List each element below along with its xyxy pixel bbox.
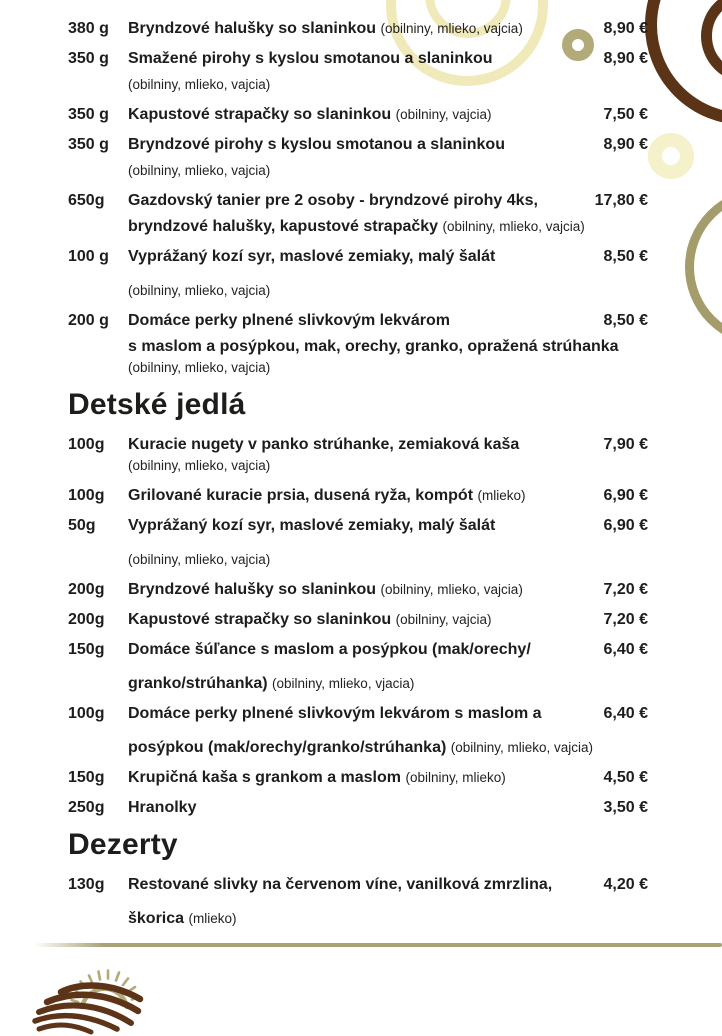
menu-item xyxy=(68,515,648,570)
item-line xyxy=(128,280,570,301)
allergen-note: (obilniny, mlieko, vajcia) xyxy=(450,740,594,755)
item-price: 7,90 € xyxy=(603,436,648,453)
item-text xyxy=(128,434,570,476)
item-text xyxy=(128,703,594,758)
allergen-note: (obilniny, mlieko, vjacia) xyxy=(272,676,415,691)
item-line xyxy=(128,609,570,630)
item-price: 3,50 € xyxy=(603,799,648,816)
item-line xyxy=(128,134,570,155)
item-line xyxy=(128,455,570,476)
dish-name: Bryndzové halušky so slaninkou xyxy=(128,20,381,37)
menu-item xyxy=(68,579,648,600)
item-weight: 350 g xyxy=(68,50,109,67)
item-weight: 130g xyxy=(68,876,105,893)
item-line xyxy=(128,357,570,378)
menu-item xyxy=(68,246,648,301)
dish-name: škorica xyxy=(128,910,189,927)
item-weight: 150g xyxy=(68,769,105,786)
allergen-note: (obilniny, vajcia) xyxy=(395,612,492,627)
item-price: 7,20 € xyxy=(603,581,648,598)
item-price: 4,50 € xyxy=(603,769,648,786)
item-weight: 100g xyxy=(68,436,105,453)
menu-item xyxy=(68,18,648,39)
menu-item xyxy=(68,639,648,694)
item-weight: 350 g xyxy=(68,106,109,123)
item-line xyxy=(128,673,570,694)
separator-line xyxy=(34,943,722,947)
item-text xyxy=(128,18,570,39)
dish-name: Domáce šúľance s maslom a posýpkou (mak/orechy/ xyxy=(128,641,531,658)
item-line xyxy=(128,74,570,95)
item-weight: 100 g xyxy=(68,248,109,265)
allergen-note: (obilniny, mlieko, vajcia) xyxy=(128,283,271,298)
allergen-note: (obilniny, mlieko, vajcia) xyxy=(128,552,271,567)
item-weight: 200g xyxy=(68,581,105,598)
item-weight: 150g xyxy=(68,641,105,658)
dish-name: Vyprážaný kozí syr, maslové zemiaky, malý šalát xyxy=(128,517,496,534)
item-text xyxy=(128,310,619,378)
item-text xyxy=(128,609,570,630)
allergen-note: (obilniny, mlieko, vajcia) xyxy=(128,77,271,92)
item-line xyxy=(128,190,570,211)
item-price: 7,20 € xyxy=(603,611,648,628)
item-text xyxy=(128,104,570,125)
item-line xyxy=(128,18,570,39)
dish-name: Restované slivky na červenom víne, vanilková zmrzlina, xyxy=(128,876,553,893)
item-line xyxy=(128,874,570,895)
item-weight: 650g xyxy=(68,192,105,209)
dish-name: Bryndzové halušky so slaninkou xyxy=(128,581,381,598)
dish-name: Hranolky xyxy=(128,799,197,816)
allergen-note: (obilniny, vajcia) xyxy=(395,107,492,122)
dish-name: Domáce perky plnené slivkovým lekvárom s maslom a xyxy=(128,705,542,722)
allergen-note: (obilniny, mlieko, vajcia) xyxy=(442,219,585,234)
allergen-note: (mlieko) xyxy=(188,911,237,926)
menu-item xyxy=(68,48,648,95)
allergen-note: (obilniny, mlieko, vajcia) xyxy=(128,163,271,178)
allergen-note: (obilniny, mlieko, vajcia) xyxy=(128,360,271,375)
menu-item xyxy=(68,310,648,378)
menu-item xyxy=(68,134,648,181)
dish-name: posýpkou (mak/orechy/granko/strúhanka) xyxy=(128,739,451,756)
allergen-note: (obilniny, mlieko, vajcia) xyxy=(128,458,271,473)
item-text xyxy=(128,579,570,600)
dish-name: Bryndzové pirohy s kyslou smotanou a slaninkou xyxy=(128,136,505,153)
menu-item xyxy=(68,609,648,630)
dish-name: granko/strúhanka) xyxy=(128,675,273,692)
item-price: 6,40 € xyxy=(603,705,648,722)
menu-item xyxy=(68,874,648,929)
allergen-note: (obilniny, mlieko, vajcia) xyxy=(380,582,523,597)
item-text xyxy=(128,48,570,95)
section-heading: Dezerty xyxy=(68,828,178,861)
item-line xyxy=(128,797,570,818)
item-text xyxy=(128,134,570,181)
item-weight: 200g xyxy=(68,611,105,628)
item-price: 8,50 € xyxy=(603,248,648,265)
menu-item xyxy=(68,485,648,506)
item-price: 17,80 € xyxy=(594,192,648,209)
item-line xyxy=(128,246,570,267)
item-price: 6,90 € xyxy=(603,487,648,504)
item-text xyxy=(128,797,570,818)
item-line xyxy=(128,767,570,788)
item-line xyxy=(128,48,570,69)
item-weight: 350 g xyxy=(68,136,109,153)
dish-name: Gazdovský tanier pre 2 osoby - bryndzové pirohy 4ks, xyxy=(128,192,538,209)
item-line xyxy=(128,908,570,929)
menu-item xyxy=(68,767,648,788)
item-price: 4,20 € xyxy=(603,876,648,893)
item-price: 8,50 € xyxy=(603,312,648,329)
menu-item xyxy=(68,190,648,237)
item-text xyxy=(128,874,570,929)
farm-logo xyxy=(26,958,152,1036)
item-line xyxy=(128,515,570,536)
item-weight: 250g xyxy=(68,799,105,816)
item-line xyxy=(128,434,570,455)
allergen-note: (obilniny, mlieko, vajcia) xyxy=(380,21,523,36)
item-price: 6,40 € xyxy=(603,641,648,658)
section-heading: Detské jedlá xyxy=(68,388,246,421)
dish-name: Domáce perky plnené slivkovým lekvárom xyxy=(128,312,450,329)
item-line xyxy=(128,160,570,181)
item-line xyxy=(128,485,570,506)
item-price: 6,90 € xyxy=(603,517,648,534)
item-line xyxy=(128,703,570,724)
item-line xyxy=(128,549,570,570)
item-price: 8,90 € xyxy=(603,20,648,37)
item-line xyxy=(128,310,570,331)
item-price: 7,50 € xyxy=(603,106,648,123)
item-price: 8,90 € xyxy=(603,136,648,153)
dish-name: Kuracie nugety v panko strúhanke, zemiaková kaša xyxy=(128,436,520,453)
dish-name: Krupičná kaša s grankom a maslom xyxy=(128,769,406,786)
item-line xyxy=(128,216,585,237)
item-text xyxy=(128,515,570,570)
dish-name: Grilované kuracie prsia, dusená ryža, kompót xyxy=(128,487,478,504)
item-weight: 200 g xyxy=(68,312,109,329)
item-line xyxy=(128,336,619,357)
menu-item xyxy=(68,434,648,476)
menu-item xyxy=(68,104,648,125)
item-weight: 100g xyxy=(68,487,105,504)
item-weight: 50g xyxy=(68,517,96,534)
allergen-note: (obilniny, mlieko) xyxy=(405,770,506,785)
item-price: 8,90 € xyxy=(603,50,648,67)
item-text xyxy=(128,190,585,237)
dish-name: bryndzové halušky, kapustové strapačky xyxy=(128,218,443,235)
item-weight: 380 g xyxy=(68,20,109,37)
item-line xyxy=(128,737,594,758)
menu-item xyxy=(68,797,648,818)
item-line xyxy=(128,104,570,125)
dish-name: s maslom a posýpkou, mak, orechy, granko, opražená strúhanka xyxy=(128,338,619,355)
item-text xyxy=(128,767,570,788)
item-text xyxy=(128,639,570,694)
dish-name: Kapustové strapačky so slaninkou xyxy=(128,611,396,628)
item-text xyxy=(128,485,570,506)
dish-name: Vyprážaný kozí syr, maslové zemiaky, malý šalát xyxy=(128,248,496,265)
menu-item xyxy=(68,703,648,758)
item-text xyxy=(128,246,570,301)
dish-name: Smažené pirohy s kyslou smotanou a slaninkou xyxy=(128,50,493,67)
item-line xyxy=(128,579,570,600)
furrows-icon xyxy=(35,986,140,1032)
item-weight: 100g xyxy=(68,705,105,722)
dish-name: Kapustové strapačky so slaninkou xyxy=(128,106,396,123)
allergen-note: (mlieko) xyxy=(477,488,526,503)
item-line xyxy=(128,639,570,660)
